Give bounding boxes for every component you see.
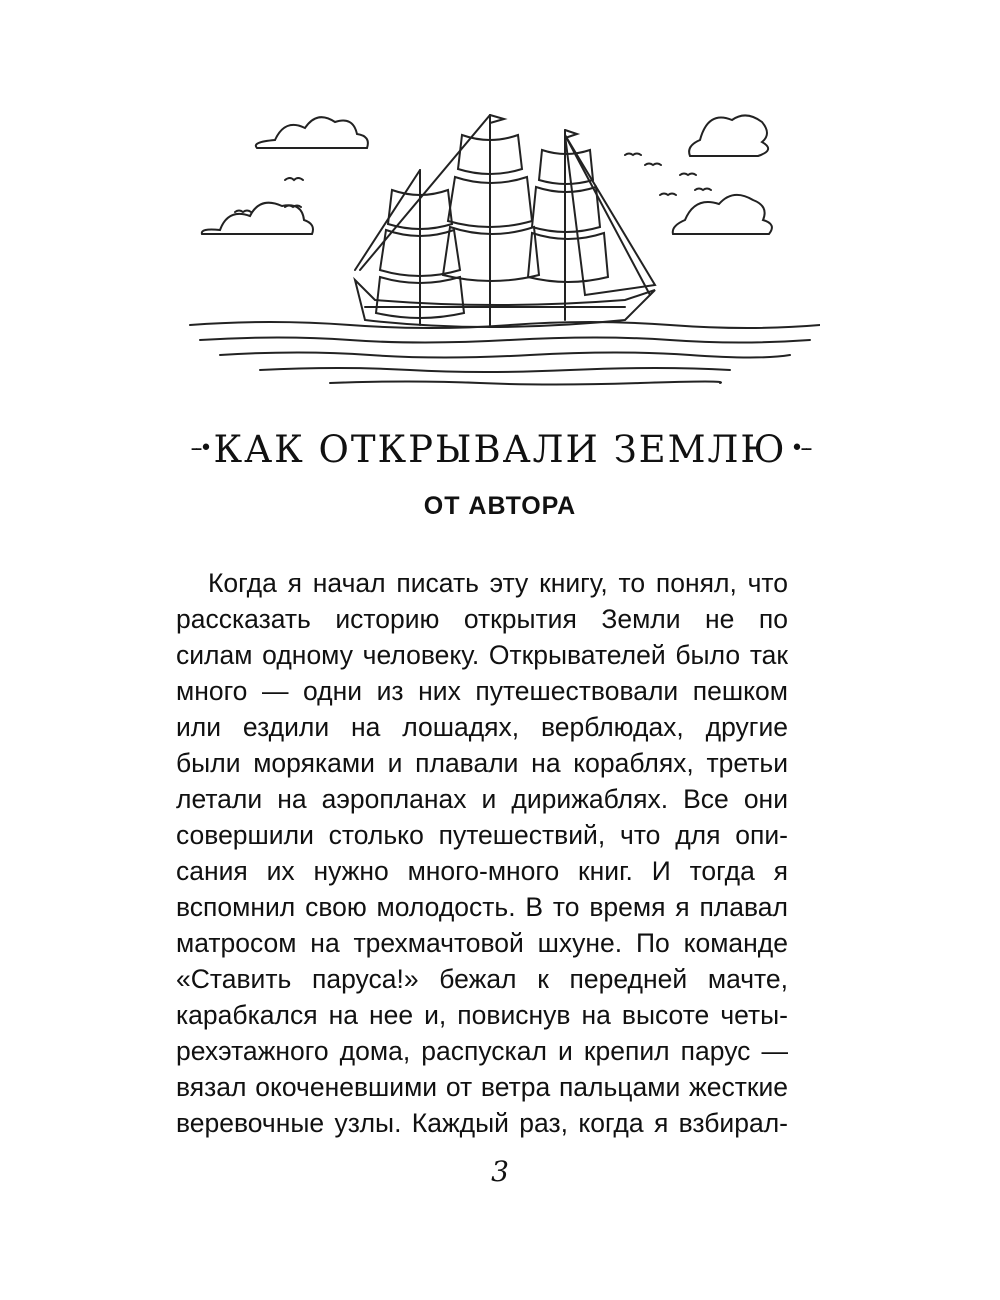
text-line: Когда я начал писать эту книгу, то понял, что: [208, 568, 788, 598]
bird-icon: [235, 211, 251, 213]
text-line: сания их нужно много-много книг. И тогда я: [176, 856, 788, 886]
text-line: карабкался на нее и, повиснув на высоте четы-: [176, 1000, 788, 1030]
sailing-ship-icon: [180, 95, 820, 395]
text-line: или ездили на лошадях, верблюдах, другие: [176, 712, 788, 742]
sail: [528, 233, 608, 282]
bird-icon: [625, 154, 641, 156]
text-line: «Ставить паруса!» бежал к передней мачте,: [176, 964, 788, 994]
cloud: [673, 195, 772, 234]
title-ornament-right: •--: [790, 436, 810, 461]
text-line: летали на аэропланах и дирижаблях. Все они: [176, 784, 788, 814]
text-line: вязал окоченевшими от ветра пальцами жесткие: [176, 1072, 788, 1102]
body-paragraph: [176, 565, 788, 1141]
bird-icon: [660, 194, 676, 196]
bird-icon: [285, 178, 303, 180]
chapter-title-text: КАК ОТКРЫВАЛИ ЗЕМЛЮ: [213, 428, 787, 471]
text-line: были моряками и плавали на кораблях, третьи: [176, 748, 788, 778]
cloud: [202, 203, 313, 234]
text-line: веревочные узлы. Каждый раз, когда я взбирал-: [176, 1108, 788, 1138]
cloud: [689, 115, 768, 156]
chapter-title: [0, 428, 1000, 471]
title-ornament-left: --•: [190, 436, 210, 461]
cloud: [256, 117, 368, 148]
text-line: матросом на трехмачтовой шхуне. По команде: [176, 928, 788, 958]
text-line: много — одни из них путешествовали пешком: [176, 676, 788, 706]
ship-illustration: [180, 95, 820, 395]
ship-hull: [355, 280, 655, 327]
bird-icon: [645, 164, 661, 166]
section-subtitle: ОТ АВТОРА: [423, 492, 577, 520]
text-line: силам одному человеку. Открывателей было так: [176, 640, 788, 670]
bird-icon: [680, 174, 696, 176]
text-line: рассказать историю открытия Земли не по: [176, 604, 788, 634]
page-number: 3: [491, 1155, 509, 1188]
bird-icon: [695, 189, 711, 191]
text-line: вспомнил свою молодость. В то время я плавал: [176, 892, 788, 922]
text-line: совершили столько путешествий, что для опи-: [176, 820, 788, 850]
text-line: рехэтажного дома, распускал и крепил парус —: [176, 1036, 788, 1066]
